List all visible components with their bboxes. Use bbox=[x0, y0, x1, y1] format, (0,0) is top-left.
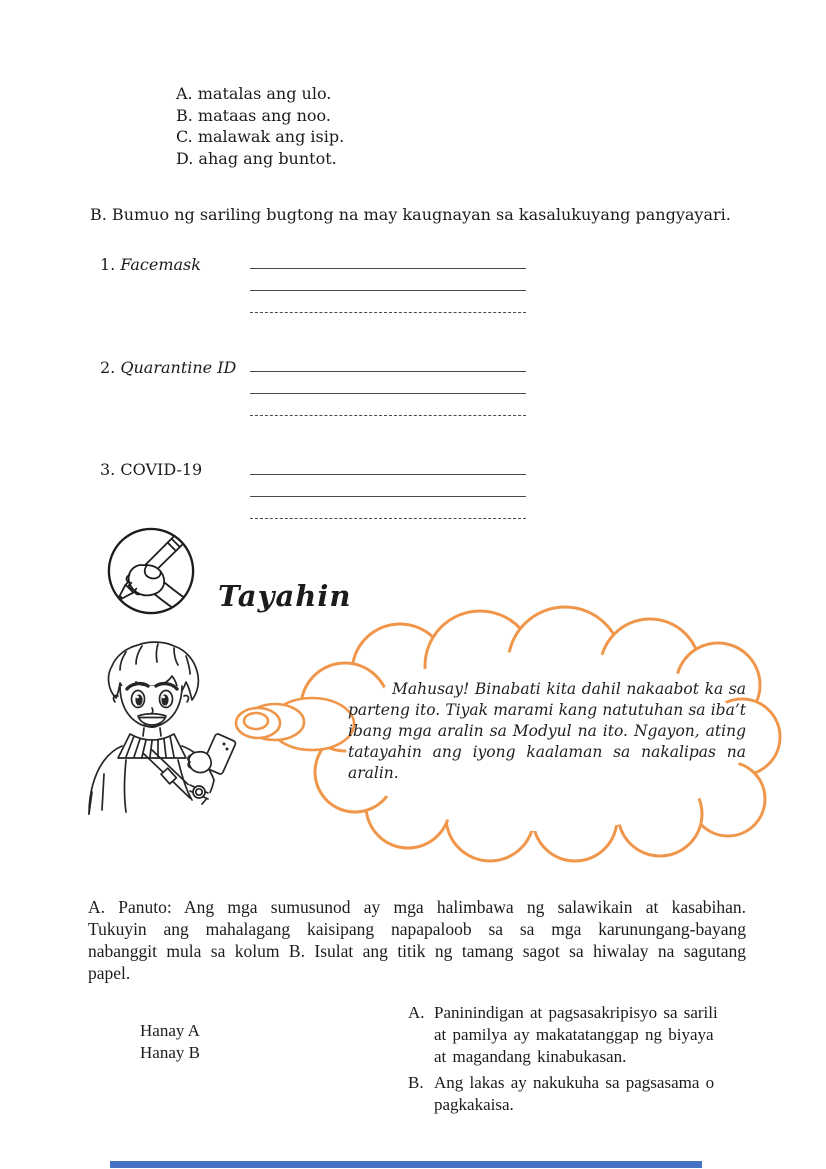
answer-blank-line bbox=[250, 372, 526, 394]
bugtong-item-1-label bbox=[100, 255, 201, 274]
writing-hand-icon bbox=[104, 524, 198, 618]
quiz-option-b: B. mataas ang noo. bbox=[176, 105, 331, 125]
bugtong-item-3-term: COVID-19 bbox=[120, 460, 203, 479]
bugtong-item-3-label bbox=[100, 460, 202, 479]
quiz-option-a: A. matalas ang ulo. bbox=[176, 84, 332, 103]
bugtong-item-2-blanks bbox=[250, 350, 526, 416]
matching-item-b-text: Ang lakas ay nakukuha sa pagsasama o pagkakaisa. bbox=[434, 1073, 715, 1114]
quiz-option-d: D. ahag ang buntot. bbox=[176, 148, 337, 168]
matching-item-b bbox=[408, 1072, 732, 1116]
bugtong-item-1-term: Facemask bbox=[120, 255, 201, 274]
bugtong-item-1-blanks bbox=[250, 247, 526, 313]
answer-blank-line bbox=[250, 350, 526, 372]
matching-item-a-text: Paninindigan at pagsasakripisyo sa sarili at pamilya ay makatatanggap ng biyaya at magandang kinabukasan. bbox=[434, 1003, 718, 1066]
answer-blank-line bbox=[250, 453, 526, 475]
section-a-instruction: A. Panuto: Ang mga sumusunod ay mga halimbawa ng salawikain at kasabihan. Tukuyin ang mahalagang kaisipang napapaloob sa sa mga karunungang-bayang nabanggit mula sa kolum B. Isulat ang titik ng tamang sagot sa hiwalay na sagutang papel. bbox=[88, 897, 746, 983]
speech-bubble-text: Mahusay! Binabati kita dahil nakaabot ka sa parteng ito. Tiyak marami kang natutuhan sa iba’t ibang mga aralin sa Modyul na ito. Ngayon, ating tatayahin ang iyong kaalaman sa nakalipas na aralin. bbox=[348, 680, 746, 782]
bugtong-item-1-number: 1. bbox=[100, 255, 116, 274]
section-b-instruction: B. Bumuo ng sariling bugtong na may kaugnayan sa kasalukuyang pangyayari. bbox=[90, 205, 731, 224]
bugtong-item-3-blanks bbox=[250, 453, 526, 519]
matching-item-a-letter: A. bbox=[408, 1003, 425, 1022]
footer-accent-bar bbox=[110, 1161, 702, 1168]
bugtong-item-2-term: Quarantine ID bbox=[120, 358, 237, 377]
answer-blank-line bbox=[250, 497, 526, 519]
hanay-a-label: Hanay A bbox=[140, 1021, 200, 1040]
answer-blank-line bbox=[250, 394, 526, 416]
bugtong-item-2-label bbox=[100, 358, 236, 377]
answer-blank-line bbox=[250, 291, 526, 313]
answer-blank-line bbox=[250, 475, 526, 497]
thought-bubble-trail bbox=[230, 690, 360, 760]
matching-item-a bbox=[408, 1002, 732, 1068]
quiz-option-c: C. malawak ang isip. bbox=[176, 127, 345, 146]
bugtong-item-2-number: 2. bbox=[100, 358, 116, 377]
quiz-options-list bbox=[176, 83, 344, 169]
matching-item-b-letter: B. bbox=[408, 1073, 424, 1092]
tayahin-heading: Tayahin bbox=[218, 579, 352, 613]
answer-blank-line bbox=[250, 247, 526, 269]
hanay-b-label: Hanay B bbox=[140, 1043, 200, 1062]
hanay-column-labels bbox=[140, 1020, 200, 1064]
bugtong-item-3-number: 3. bbox=[100, 460, 116, 479]
answer-blank-line bbox=[250, 269, 526, 291]
